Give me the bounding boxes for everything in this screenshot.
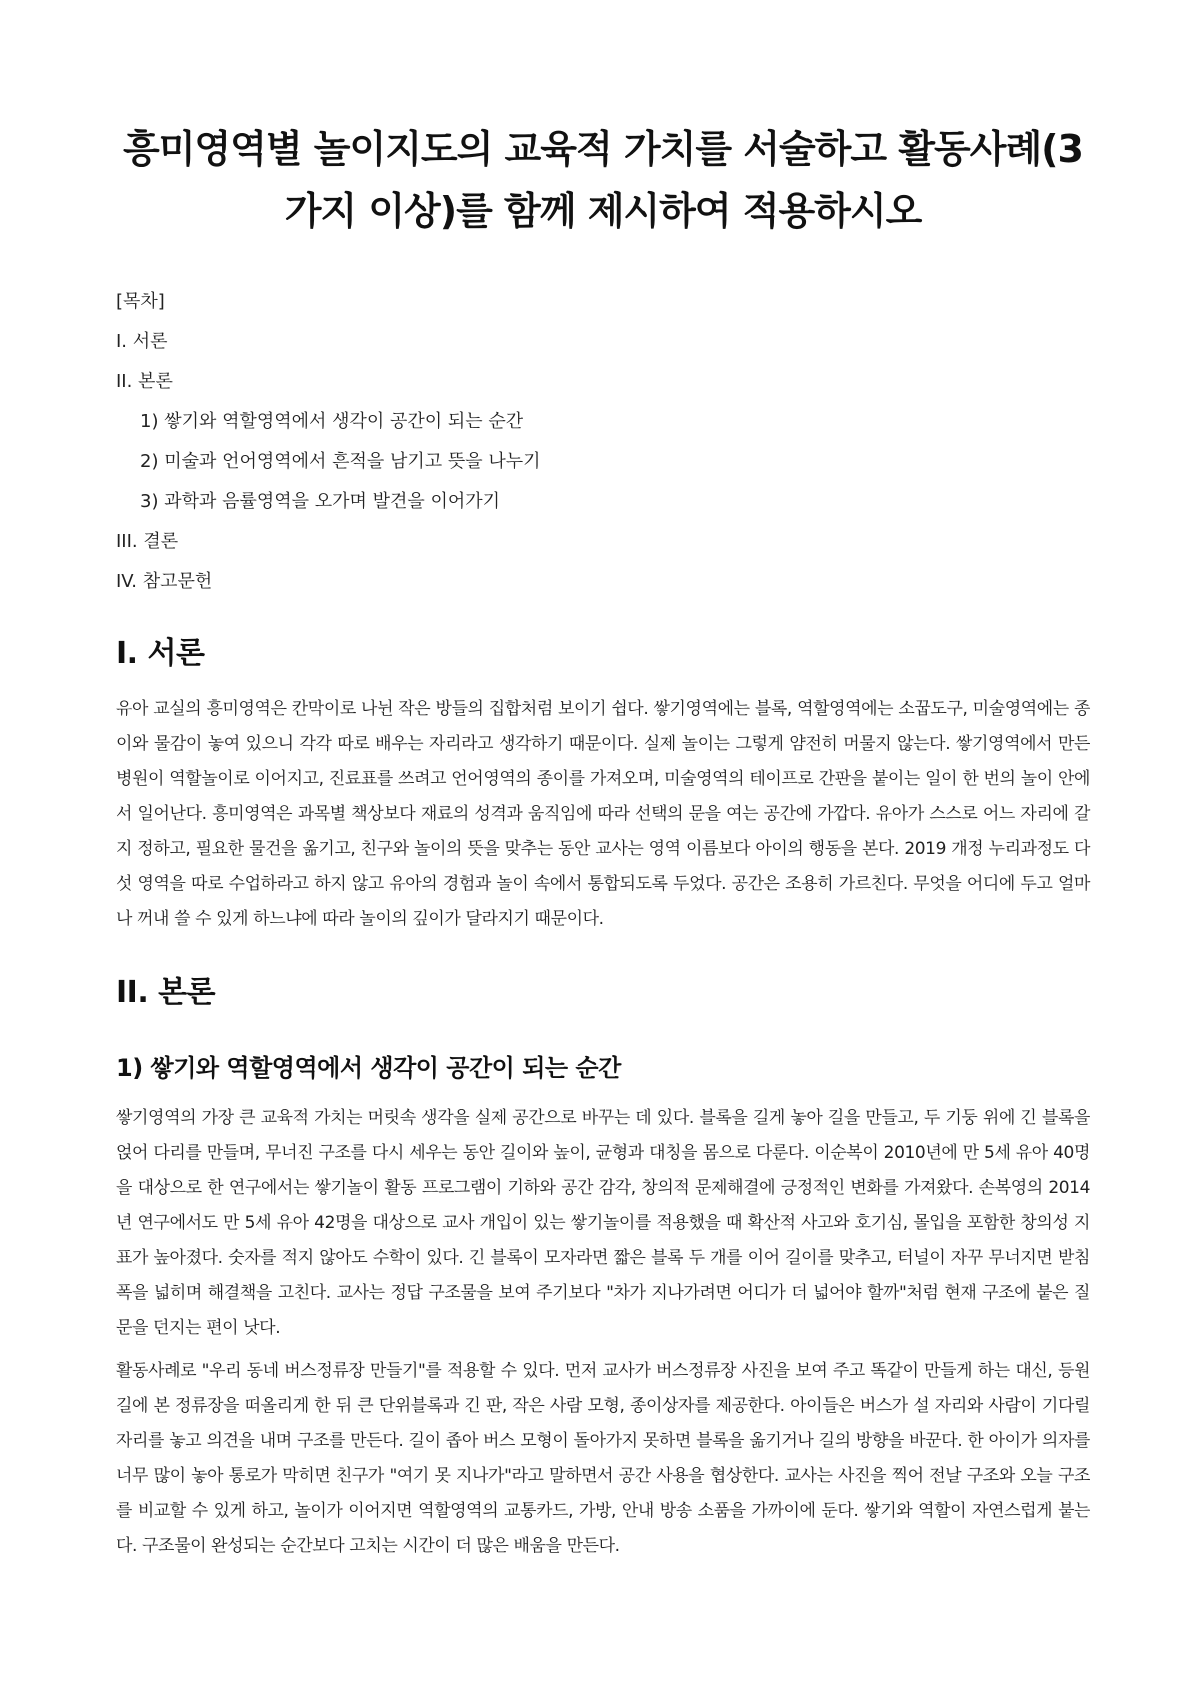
toc-heading: [목차] [116,291,165,312]
section-heading: II. 본론 [116,975,216,1010]
paragraph: 쌓기영역의 가장 큰 교육적 가치는 머릿속 생각을 실제 공간으로 바꾸는 데 있다. 블록을 길게 놓아 길을 만들고, 두 기둥 위에 긴 블록을 얹어 다리를 만들며, 무너진 구조를 다시 세우는 동안 길이와 높이, 균형과 대칭을 몸으로 다룬다. 이순복이 2010년에 만 5세 유아 40명을 대상으로 한 연구에서는 쌓기놀이 활동 프로그램이 기하와 공간 감각, 창의적 문제해결에 긍정적인 변화를 가져왔다. 손복영의 2014년 연구에서도 만 5세 유아 42명을 대상으로 교사 개입이 있는 쌓기놀이를 적용했을 때 확산적 사고와 호기심, 몰입을 포함한 창의성 지표가 높아졌다. 숫자를 적지 않아도 수학이 있다. 긴 블록이 모자라면 짧은 블록 두 개를 이어 길이를 맞추고, 터널이 자꾸 무너지면 받침 폭을 넓히며 해결책을 고친다. 교사는 정답 구조물을 보여 주기보다 "차가 지나가려면 어디가 더 넓어야 할까"처럼 현재 구조에 붙은 질문을 던지는 편이 낫다. [116,1108,1090,1338]
section-heading: I. 서론 [116,636,205,671]
section-body [116,971,1090,1564]
paragraph: 유아 교실의 흥미영역은 칸막이로 나뉜 작은 방들의 집합처럼 보이기 쉽다. 쌓기영역에는 블록, 역할영역에는 소꿉도구, 미술영역에는 종이와 물감이 놓여 있으니 각각 따로 배우는 자리라고 생각하기 때문이다. 실제 놀이는 그렇게 얌전히 머물지 않는다. 쌓기영역에서 만든 병원이 역할놀이로 이어지고, 진료표를 쓰려고 언어영역의 종이를 가져오며, 미술영역의 테이프로 간판을 붙이는 일이 한 번의 놀이 안에서 일어난다. 흥미영역은 과목별 책상보다 재료의 성격과 움직임에 따라 선택의 문을 여는 공간에 가깝다. 유아가 스스로 어느 자리에 갈지 정하고, 필요한 물건을 옮기고, 친구와 놀이의 뜻을 맞추는 동안 교사는 영역 이름보다 아이의 행동을 본다. 2019 개정 누리과정도 다섯 영역을 따로 수업하라고 하지 않고 유아의 경험과 놀이 속에서 통합되도록 두었다. 공간은 조용히 가르친다. 무엇을 어디에 두고 얼마나 꺼내 쓸 수 있게 하느냐에 따라 놀이의 깊이가 달라지기 때문이다. [116,699,1090,929]
toc-item: I. 서론 [116,331,168,352]
toc-item: 1) 쌓기와 역할영역에서 생각이 공간이 되는 순간 [140,411,524,432]
toc-item: II. 본론 [116,371,173,392]
toc-item: IV. 참고문헌 [116,571,213,592]
table-of-contents [116,282,1090,602]
toc-item: III. 결론 [116,531,179,552]
document-title: 흥미영역별 놀이지도의 교육적 가치를 서술하고 활동사례(3가지 이상)를 함께 제시하여 적용하시오 [123,127,1083,233]
paragraph: 활동사례로 "우리 동네 버스정류장 만들기"를 적용할 수 있다. 먼저 교사가 버스정류장 사진을 보여 주고 똑같이 만들게 하는 대신, 등원길에 본 정류장을 떠올리게 한 뒤 큰 단위블록과 긴 판, 작은 사람 모형, 종이상자를 제공한다. 아이들은 버스가 설 자리와 사람이 기다릴 자리를 놓고 의견을 내며 구조를 만든다. 길이 좁아 버스 모형이 돌아가지 못하면 블록을 옮기거나 길의 방향을 바꾼다. 한 아이가 의자를 너무 많이 놓아 통로가 막히면 친구가 "여기 못 지나가"라고 말하면서 공간 사용을 협상한다. 교사는 사진을 찍어 전날 구조와 오늘 구조를 비교할 수 있게 하고, 놀이가 이어지면 역할영역의 교통카드, 가방, 안내 방송 소품을 가까이에 둔다. 쌓기와 역할이 자연스럽게 붙는다. 구조물이 완성되는 순간보다 고치는 시간이 더 많은 배움을 만든다. [116,1361,1090,1556]
subsection-heading: 1) 쌓기와 역할영역에서 생각이 공간이 되는 순간 [116,1054,621,1082]
toc-item: 2) 미술과 언어영역에서 흔적을 남기고 뜻을 나누기 [140,451,541,472]
toc-item: 3) 과학과 음률영역을 오가며 발견을 이어가기 [140,491,501,512]
section-introduction [116,632,1090,937]
